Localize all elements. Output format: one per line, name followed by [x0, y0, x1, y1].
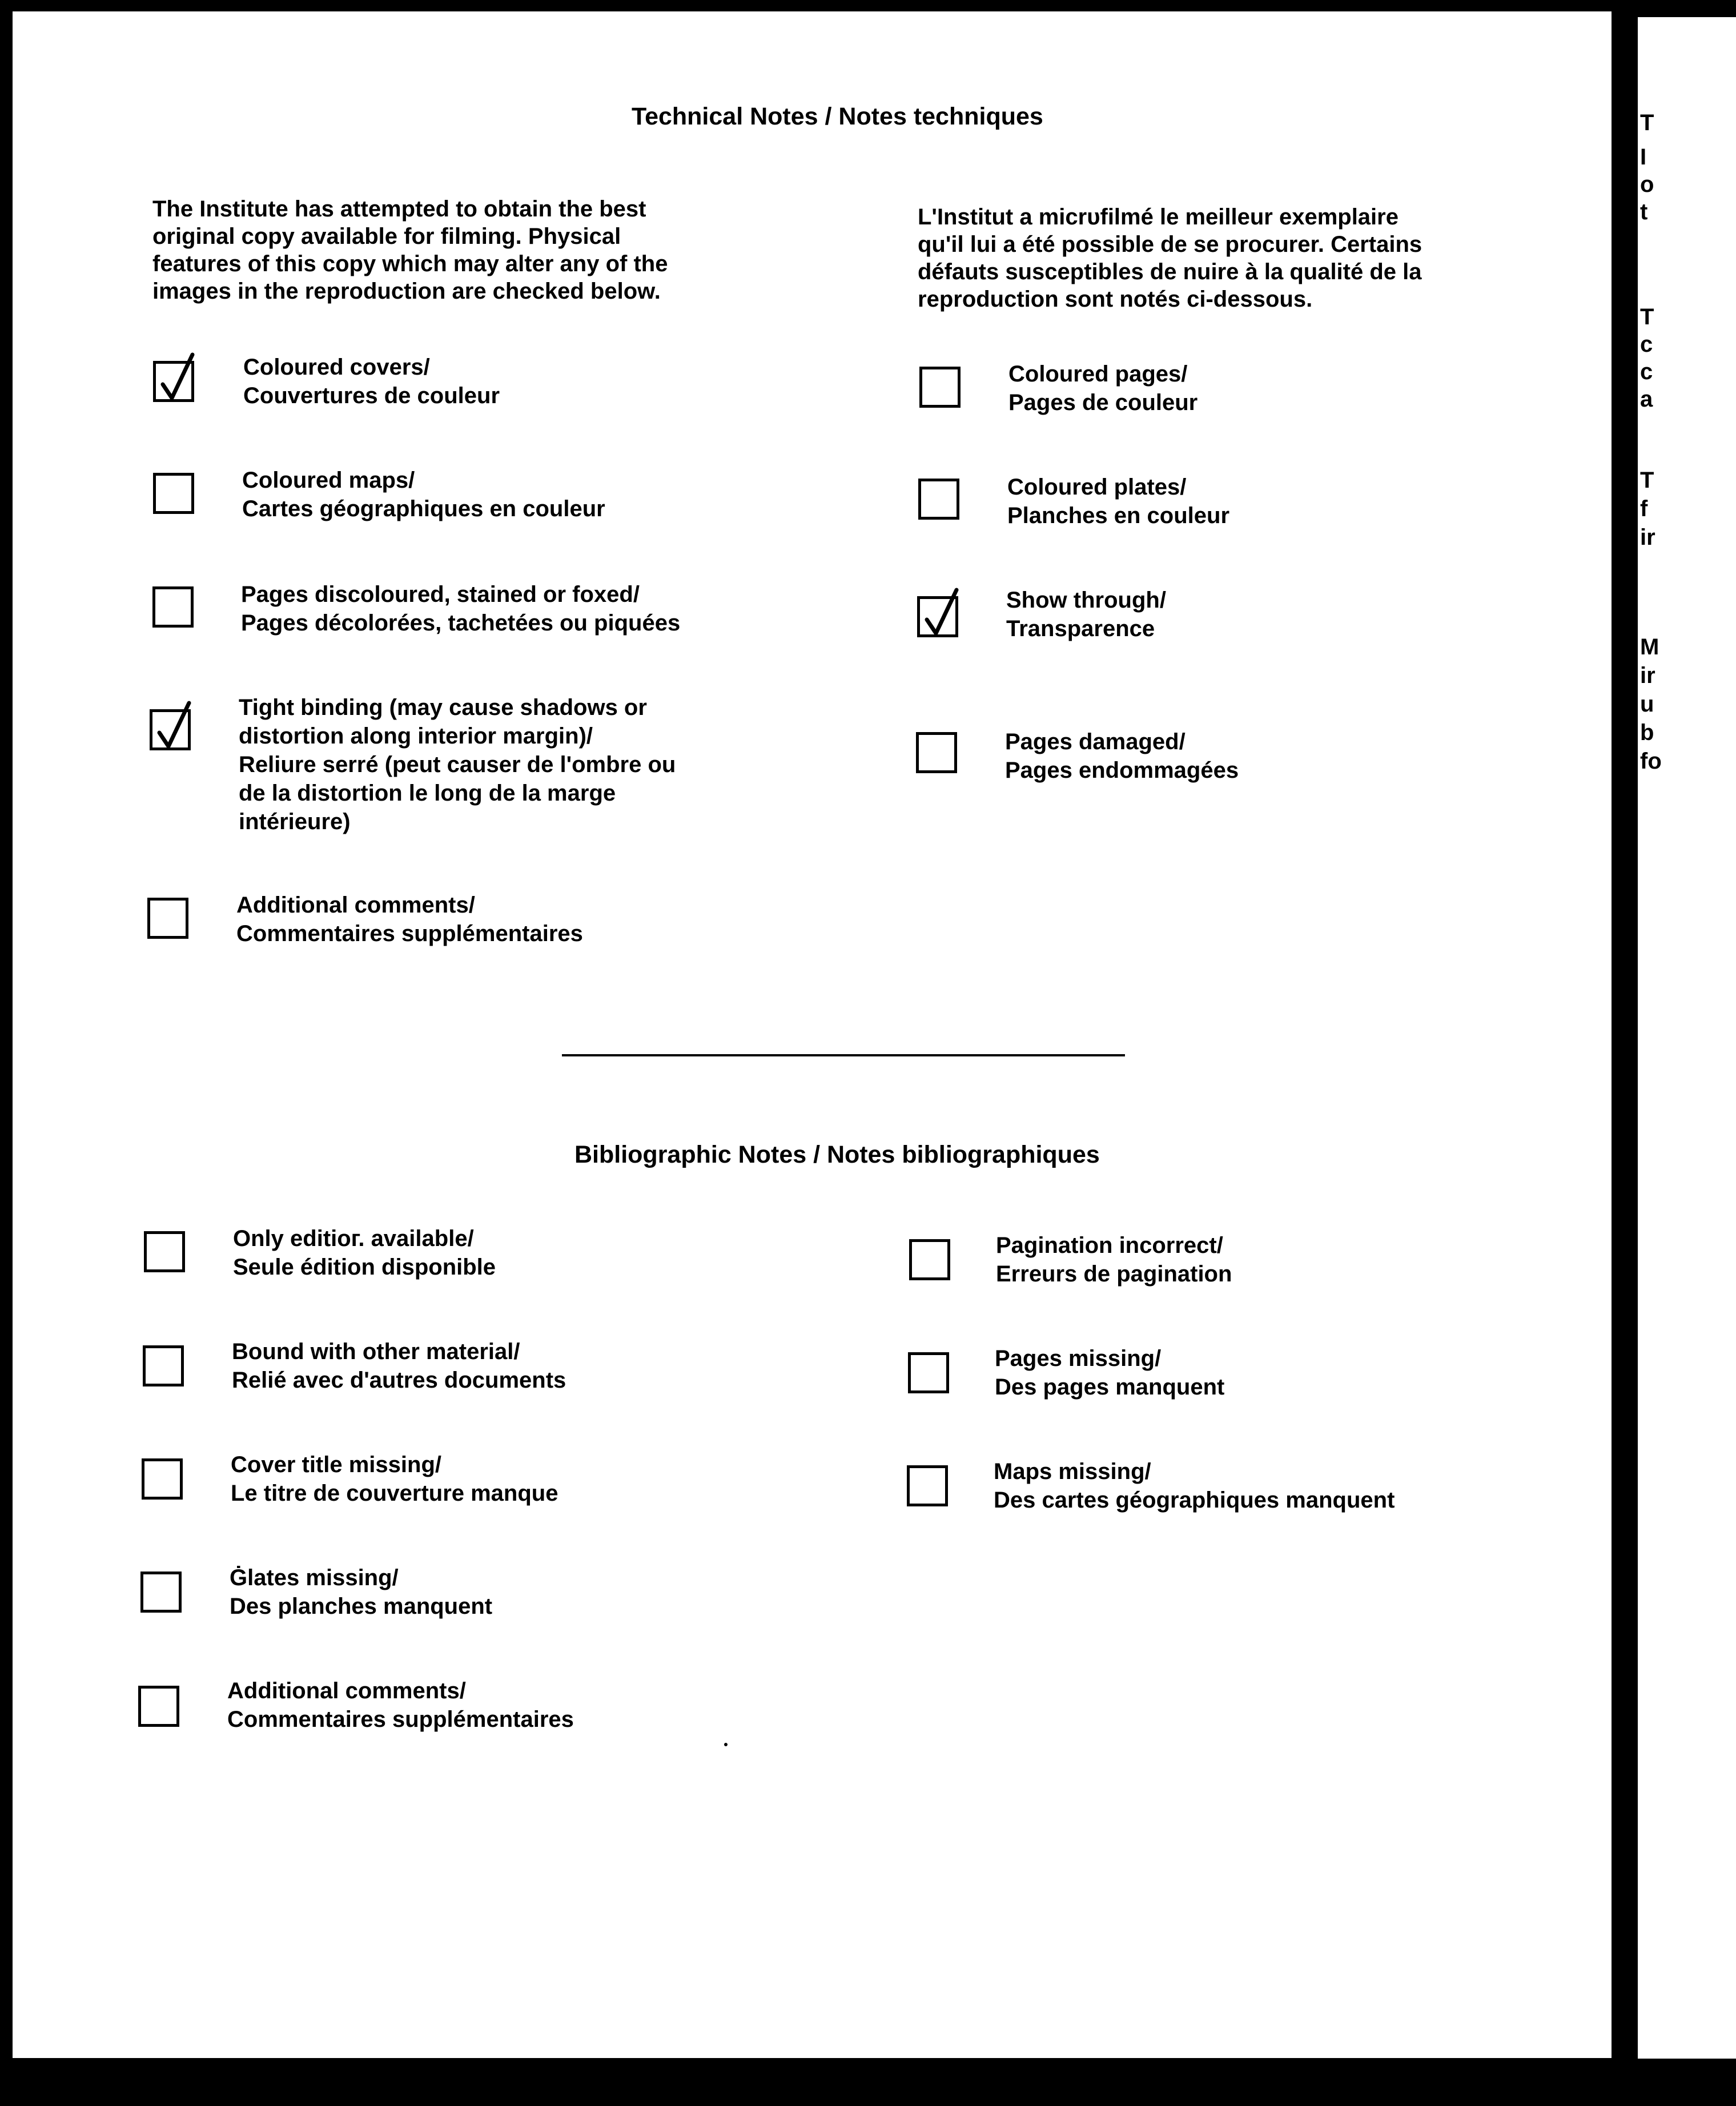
item-label: Show through/ [1006, 588, 1166, 613]
intro-line: features of this copy which may alter any of the [152, 251, 668, 276]
item-label: Le titre de couverture manque [231, 1481, 558, 1506]
checkbox-bound-with-other[interactable] [143, 1345, 184, 1386]
item-label: Cartes géographiques en couleur [242, 496, 605, 521]
intro-line: The Institute has attempted to obtain the best [152, 196, 646, 222]
checkbox-pages-missing[interactable] [908, 1352, 949, 1393]
checkbox-tight-binding[interactable] [150, 709, 191, 750]
checkbox-pagination-incorrect[interactable] [909, 1239, 950, 1280]
intro-line: reproduction sont notés ci-dessous. [918, 287, 1313, 312]
scan-speck [724, 1743, 728, 1746]
fragment-text: M [1640, 634, 1659, 660]
intro-line: qu'il lui a été possible de se procurer. Certains [918, 232, 1422, 257]
item-label: Des planches manquent [230, 1594, 493, 1619]
checkbox-show-through[interactable] [917, 596, 958, 637]
checkbox-coloured-maps[interactable] [153, 473, 194, 514]
item-label: Commentaires supplémentaires [227, 1707, 574, 1732]
fragment-text: T [1640, 468, 1654, 493]
item-label: Reliure serré (peut causer de l'ombre ou [239, 752, 676, 777]
fragment-text: T [1640, 110, 1654, 135]
item-label: de la distortion le long de la marge [239, 781, 616, 806]
item-label: Only editioг. available/ [233, 1226, 474, 1251]
item-label: intérieure) [239, 809, 351, 834]
intro-line: L'Institut a micrυfilmé le meilleur exemplaire [918, 204, 1399, 230]
checkbox-coloured-plates[interactable] [918, 479, 959, 520]
checkbox-only-edition[interactable] [144, 1231, 185, 1272]
checkmark-icon [921, 586, 961, 639]
item-label: Bound with other material/ [232, 1339, 520, 1364]
checkmark-icon [157, 351, 197, 404]
intro-line: défauts susceptibles de nuire à la qualité de la [918, 259, 1422, 284]
item-label: Pages de couleur [1008, 390, 1198, 415]
item-label: Commentaires supplémentaires [236, 921, 583, 946]
item-label: Pages endommagées [1005, 758, 1239, 783]
fragment-text: f [1640, 496, 1648, 521]
intro-line: original copy available for filming. Physical [152, 224, 621, 249]
item-label: Additional comments/ [227, 1678, 466, 1703]
fragment-text: c [1640, 359, 1653, 384]
bibliographic-notes-heading: Bibliographic Notes / Notes bibliographiques [574, 1141, 1100, 1168]
item-label: Maps missing/ [994, 1459, 1151, 1484]
item-label: Transparence [1006, 616, 1155, 641]
fragment-text: I [1640, 144, 1647, 170]
document-page [13, 11, 1612, 2058]
fragment-text: u [1640, 692, 1654, 717]
item-label: distortion along interior margin)/ [239, 724, 593, 749]
item-label: Coloured pages/ [1008, 361, 1188, 387]
checkbox-pages-damaged[interactable] [916, 732, 957, 773]
item-label: Pagination incorrect/ [996, 1233, 1223, 1258]
item-label: Planches en couleur [1007, 503, 1230, 528]
fragment-text: c [1640, 332, 1653, 357]
checkmark-icon [154, 700, 194, 752]
item-label: Coloured plates/ [1007, 475, 1187, 500]
checkbox-maps-missing[interactable] [907, 1465, 948, 1506]
checkbox-pages-discoloured[interactable] [152, 586, 194, 628]
fragment-text: b [1640, 720, 1654, 745]
checkbox-cover-title-missing[interactable] [142, 1458, 183, 1500]
intro-line: images in the reproduction are checked below. [152, 279, 661, 304]
item-label: Coloured covers/ [243, 355, 430, 380]
section-divider [562, 1054, 1125, 1056]
item-label: Pages discoloured, stained or foxed/ [241, 582, 640, 607]
item-label: Pages décolorées, tachetées ou piquées [241, 610, 681, 636]
item-label: Additional comments/ [236, 893, 475, 918]
fragment-text: a [1640, 387, 1653, 412]
item-label: Seule édition disponible [233, 1255, 496, 1280]
checkbox-additional-comments-technical[interactable] [147, 898, 188, 939]
technical-notes-heading: Technical Notes / Notes techniques [632, 103, 1043, 130]
item-label: Erreurs de pagination [996, 1261, 1232, 1287]
checkbox-coloured-covers[interactable] [153, 361, 194, 402]
item-label: Relié avec d'autres documents [232, 1368, 566, 1393]
checkbox-additional-comments-bibliographic[interactable] [138, 1686, 179, 1727]
item-label: Pages damaged/ [1005, 729, 1186, 754]
item-label: Tight binding (may cause shadows or [239, 695, 647, 720]
fragment-text: fo [1640, 749, 1662, 774]
checkbox-plates-missing[interactable] [140, 1572, 182, 1613]
checkbox-coloured-pages[interactable] [919, 367, 961, 408]
item-label: Couvertures de couleur [243, 383, 500, 408]
item-label: Cover title missing/ [231, 1452, 441, 1477]
fragment-text: o [1640, 172, 1654, 197]
item-label: Des cartes géographiques manquent [994, 1488, 1395, 1513]
item-label: Ġlates missing/ [230, 1565, 399, 1590]
fragment-text: t [1640, 199, 1648, 224]
item-label: Pages missing/ [995, 1346, 1162, 1371]
item-label: Des pages manquent [995, 1374, 1225, 1400]
item-label: Coloured maps/ [242, 468, 415, 493]
fragment-text: ir [1640, 525, 1655, 550]
adjacent-page-strip [1638, 17, 1736, 2059]
fragment-text: ir [1640, 663, 1655, 688]
fragment-text: T [1640, 304, 1654, 329]
